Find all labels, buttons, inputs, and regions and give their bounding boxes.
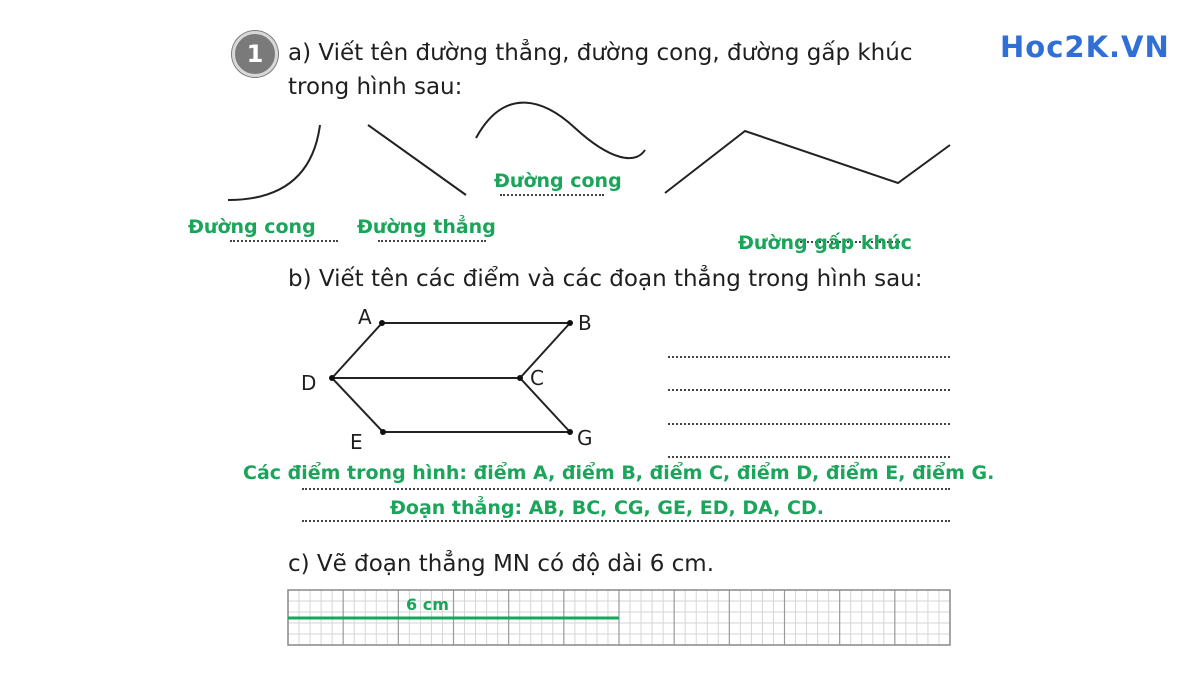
point-label-d: D: [301, 371, 317, 395]
part-a-prompt-line2: trong hình sau:: [288, 74, 463, 100]
answer-a-1: Đường cong: [188, 216, 316, 238]
exercise-number: 1: [246, 40, 264, 68]
brand-logo: Hoc2K.VN: [1000, 30, 1170, 64]
answer-b-segments: Đoạn thẳng: AB, BC, CG, GE, ED, DA, CD.: [390, 497, 824, 519]
answer-a-4: Đường gấp khúc: [738, 232, 912, 254]
point-label-c: C: [530, 366, 544, 390]
part-c-prompt: c) Vẽ đoạn thẳng MN có độ dài 6 cm.: [288, 551, 715, 577]
point-label-e: E: [350, 430, 363, 454]
point-label-g: G: [577, 426, 593, 450]
part-b-prompt: b) Viết tên các điểm và các đoạn thẳng trong hình sau:: [288, 266, 923, 292]
answer-a-3: Đường cong: [494, 170, 622, 192]
part-a-prompt-line1: a) Viết tên đường thẳng, đường cong, đường gấp khúc: [288, 40, 913, 66]
answer-b-points: Các điểm trong hình: điểm A, điểm B, điểm C, điểm D, điểm E, điểm G.: [243, 462, 995, 484]
segment-mn-label: 6 cm: [406, 595, 449, 614]
point-label-a: A: [358, 305, 372, 329]
point-label-b: B: [578, 311, 592, 335]
answer-a-2: Đường thẳng: [357, 216, 496, 238]
